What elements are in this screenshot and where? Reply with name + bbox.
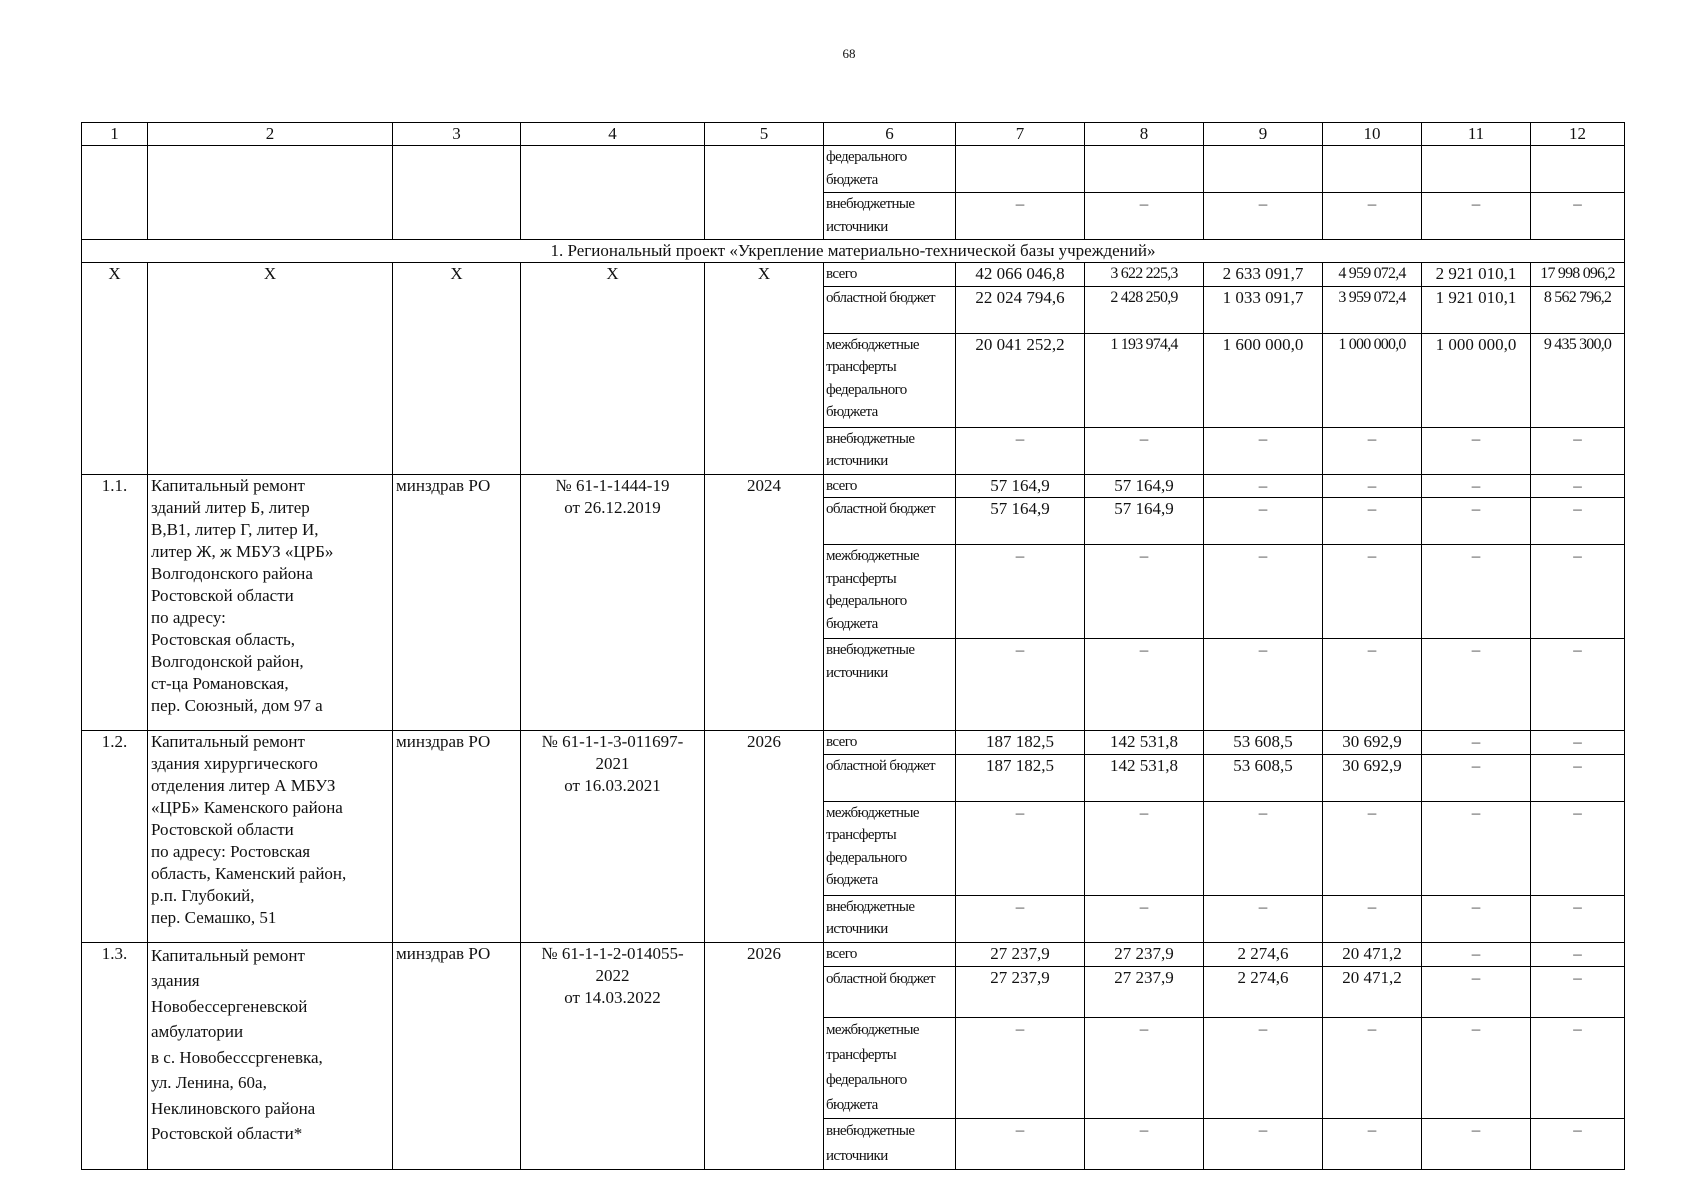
dash-cell: – bbox=[1531, 639, 1625, 731]
value-cell: 53 608,5 bbox=[1204, 731, 1323, 755]
dash-cell: – bbox=[1531, 1017, 1625, 1118]
column-number: 7 bbox=[956, 123, 1085, 146]
object-name-line: Новобессергеневской bbox=[151, 996, 308, 1016]
source-label: всего bbox=[824, 263, 956, 287]
table-cell bbox=[148, 146, 393, 240]
object-name-line: Ростовской области bbox=[151, 585, 294, 605]
object-name-line: р.п. Глубокий, bbox=[151, 886, 255, 905]
value-cell: 2 428 250,9 bbox=[1085, 286, 1204, 333]
dash-cell: – bbox=[1323, 427, 1422, 474]
dash-cell: – bbox=[1323, 498, 1422, 545]
dash-cell: – bbox=[956, 1017, 1085, 1118]
table-cell bbox=[521, 146, 705, 240]
value-cell: 9 435 300,0 bbox=[1531, 333, 1625, 427]
dash-cell: – bbox=[1323, 639, 1422, 731]
value-cell: 4 959 072,4 bbox=[1323, 263, 1422, 287]
table-cell bbox=[705, 146, 824, 240]
year: 2026 bbox=[705, 942, 824, 1169]
mark-cell: Х bbox=[393, 263, 521, 475]
dash-cell: – bbox=[1531, 731, 1625, 755]
value-cell: 2 274,6 bbox=[1204, 966, 1323, 1017]
source-label: внебюджетные источники bbox=[824, 193, 956, 240]
value-cell: 30 692,9 bbox=[1323, 731, 1422, 755]
object-name-line: Капитальный ремонт bbox=[151, 945, 305, 965]
document-line: 2022 bbox=[595, 965, 630, 985]
value-cell: 57 164,9 bbox=[1085, 474, 1204, 498]
source-label: всего bbox=[824, 942, 956, 966]
value-cell: 42 066 046,8 bbox=[956, 263, 1085, 287]
agency: минздрав РО bbox=[393, 942, 521, 1169]
source-label: внебюджетные источники bbox=[824, 895, 956, 942]
object-name-line: Ростовская область, bbox=[151, 629, 296, 649]
object-name-line: ст-ца Романовская, bbox=[151, 673, 289, 693]
table-cell bbox=[956, 146, 1085, 193]
dash-cell: – bbox=[1323, 1017, 1422, 1118]
dash-cell: – bbox=[1422, 942, 1531, 966]
agency: минздрав РО bbox=[393, 474, 521, 731]
document-line: № 61-1-1-2-014055- bbox=[541, 943, 684, 963]
source-label: внебюджетные источники bbox=[824, 1118, 956, 1169]
dash-cell: – bbox=[1531, 427, 1625, 474]
object-name-line: Волгодонской район, bbox=[151, 651, 304, 671]
dash-cell: – bbox=[1531, 895, 1625, 942]
table-cell bbox=[82, 146, 148, 240]
mark-cell: Х bbox=[705, 263, 824, 475]
value-cell: 142 531,8 bbox=[1085, 731, 1204, 755]
value-cell: 17 998 096,2 bbox=[1531, 263, 1625, 287]
dash-cell: – bbox=[1531, 498, 1625, 545]
object-name-line: зданий литер Б, литер bbox=[151, 497, 310, 517]
object-name-line: здания bbox=[151, 971, 200, 990]
year: 2026 bbox=[705, 731, 824, 943]
table-row bbox=[82, 263, 1625, 287]
dash-cell: – bbox=[1531, 801, 1625, 895]
table-cell bbox=[1204, 146, 1323, 193]
dash-cell: – bbox=[1085, 895, 1204, 942]
document-line: № 61-1-1-3-011697- bbox=[541, 732, 684, 751]
dash-cell: – bbox=[1204, 639, 1323, 731]
value-cell: 2 274,6 bbox=[1204, 942, 1323, 966]
document-line: от 14.03.2022 bbox=[564, 987, 661, 1007]
object-number: 1.3. bbox=[82, 942, 148, 1169]
object-name-line: В,В1, литер Г, литер И, bbox=[151, 519, 319, 539]
value-cell: 57 164,9 bbox=[956, 474, 1085, 498]
source-label: внебюджетные источники bbox=[824, 639, 956, 731]
column-number: 5 bbox=[705, 123, 824, 146]
value-cell: 8 562 796,2 bbox=[1531, 286, 1625, 333]
dash-cell: – bbox=[1204, 1118, 1323, 1169]
object-name-line: Капитальный ремонт bbox=[151, 475, 305, 495]
object-number: 1.1. bbox=[82, 474, 148, 731]
dash-cell: – bbox=[1204, 545, 1323, 639]
dash-cell: – bbox=[1085, 545, 1204, 639]
dash-cell: – bbox=[956, 545, 1085, 639]
table-cell bbox=[1422, 146, 1531, 193]
value-cell: 27 237,9 bbox=[1085, 942, 1204, 966]
section-row bbox=[82, 240, 1625, 263]
dash-cell: – bbox=[1531, 754, 1625, 801]
value-cell: 1 033 091,7 bbox=[1204, 286, 1323, 333]
year: 2024 bbox=[705, 474, 824, 731]
value-cell: 20 471,2 bbox=[1323, 966, 1422, 1017]
dash-cell: – bbox=[1422, 966, 1531, 1017]
object-name-line: здания хирургического bbox=[151, 754, 318, 773]
source-label: всего bbox=[824, 731, 956, 755]
dash-cell: – bbox=[1323, 1118, 1422, 1169]
object-name-line: литер Ж, ж МБУЗ «ЦРБ» bbox=[151, 541, 334, 561]
dash-cell: – bbox=[1531, 545, 1625, 639]
dash-cell: – bbox=[1204, 1017, 1323, 1118]
document-line: 2021 bbox=[595, 754, 630, 773]
source-label: межбюджетные трансферты федерального бюджета bbox=[824, 333, 956, 427]
dash-cell: – bbox=[1085, 193, 1204, 240]
document-line: № 61-1-1444-19 bbox=[555, 475, 670, 495]
dash-cell: – bbox=[1531, 193, 1625, 240]
dash-cell: – bbox=[956, 427, 1085, 474]
dash-cell: – bbox=[1085, 1118, 1204, 1169]
dash-cell: – bbox=[1204, 895, 1323, 942]
dash-cell: – bbox=[1422, 498, 1531, 545]
column-number: 1 bbox=[82, 123, 148, 146]
value-cell: 20 041 252,2 bbox=[956, 333, 1085, 427]
dash-cell: – bbox=[1531, 942, 1625, 966]
object-name-line: амбулатории bbox=[151, 1022, 244, 1041]
value-cell: 27 237,9 bbox=[956, 942, 1085, 966]
column-number-row bbox=[82, 123, 1625, 146]
dash-cell: – bbox=[1422, 193, 1531, 240]
source-label: областной бюджет bbox=[824, 286, 956, 333]
dash-cell: – bbox=[1085, 1017, 1204, 1118]
source-label: федерального бюджета bbox=[824, 146, 956, 193]
value-cell: 27 237,9 bbox=[956, 966, 1085, 1017]
document-number bbox=[521, 474, 705, 731]
column-number: 12 bbox=[1531, 123, 1625, 146]
table-row bbox=[82, 942, 1625, 966]
dash-cell: – bbox=[1422, 731, 1531, 755]
source-label: межбюджетные трансферты федерального бюджета bbox=[824, 1017, 956, 1118]
source-label: областной бюджет bbox=[824, 498, 956, 545]
document-number bbox=[521, 731, 705, 943]
value-cell: 1 000 000,0 bbox=[1422, 333, 1531, 427]
dash-cell: – bbox=[1422, 427, 1531, 474]
dash-cell: – bbox=[1085, 639, 1204, 731]
value-cell: 20 471,2 bbox=[1323, 942, 1422, 966]
value-cell: 187 182,5 bbox=[956, 754, 1085, 801]
value-cell: 1 921 010,1 bbox=[1422, 286, 1531, 333]
dash-cell: – bbox=[1422, 1017, 1531, 1118]
budget-table bbox=[81, 122, 1625, 1170]
column-number: 4 bbox=[521, 123, 705, 146]
value-cell: 2 633 091,7 bbox=[1204, 263, 1323, 287]
column-number: 8 bbox=[1085, 123, 1204, 146]
value-cell: 187 182,5 bbox=[956, 731, 1085, 755]
source-label: областной бюджет bbox=[824, 966, 956, 1017]
table-cell bbox=[1323, 146, 1422, 193]
dash-cell: – bbox=[956, 639, 1085, 731]
dash-cell: – bbox=[1422, 895, 1531, 942]
document-line: от 26.12.2019 bbox=[564, 497, 661, 517]
value-cell: 2 921 010,1 bbox=[1422, 263, 1531, 287]
column-number: 3 bbox=[393, 123, 521, 146]
source-label: областной бюджет bbox=[824, 754, 956, 801]
value-cell: 57 164,9 bbox=[1085, 498, 1204, 545]
dash-cell: – bbox=[1422, 474, 1531, 498]
dash-cell: – bbox=[1422, 801, 1531, 895]
dash-cell: – bbox=[1204, 498, 1323, 545]
dash-cell: – bbox=[1531, 966, 1625, 1017]
value-cell: 22 024 794,6 bbox=[956, 286, 1085, 333]
dash-cell: – bbox=[1323, 545, 1422, 639]
dash-cell: – bbox=[956, 801, 1085, 895]
dash-cell: – bbox=[1323, 801, 1422, 895]
value-cell: 57 164,9 bbox=[956, 498, 1085, 545]
mark-cell: Х bbox=[521, 263, 705, 475]
table-cell bbox=[393, 146, 521, 240]
document-line: от 16.03.2021 bbox=[564, 776, 661, 795]
value-cell: 3 622 225,3 bbox=[1085, 263, 1204, 287]
document-number bbox=[521, 942, 705, 1169]
dash-cell: – bbox=[1204, 193, 1323, 240]
value-cell: 53 608,5 bbox=[1204, 754, 1323, 801]
table-row bbox=[82, 146, 1625, 193]
table-cell bbox=[1085, 146, 1204, 193]
column-number: 6 bbox=[824, 123, 956, 146]
object-name-line: по адресу: Ростовская bbox=[151, 842, 311, 861]
dash-cell: – bbox=[1422, 545, 1531, 639]
value-cell: 30 692,9 bbox=[1323, 754, 1422, 801]
dash-cell: – bbox=[1422, 1118, 1531, 1169]
mark-cell: Х bbox=[82, 263, 148, 475]
page-number: 68 bbox=[842, 46, 856, 61]
table-cell bbox=[1531, 146, 1625, 193]
column-number: 9 bbox=[1204, 123, 1323, 146]
object-name bbox=[148, 474, 393, 731]
object-name-line: отделения литер А МБУЗ bbox=[151, 776, 336, 795]
dash-cell: – bbox=[1085, 801, 1204, 895]
source-label: всего bbox=[824, 474, 956, 498]
dash-cell: – bbox=[1531, 474, 1625, 498]
object-name-line: «ЦРБ» Каменского района bbox=[151, 798, 343, 817]
mark-cell: Х bbox=[148, 263, 393, 475]
object-name-line: Ростовской области* bbox=[151, 1124, 303, 1143]
object-name bbox=[148, 942, 393, 1169]
column-number: 10 bbox=[1323, 123, 1422, 146]
section-title: 1. Региональный проект «Укрепление материально-технической базы учреждений» bbox=[82, 240, 1625, 263]
dash-cell: – bbox=[1204, 427, 1323, 474]
value-cell: 1 600 000,0 bbox=[1204, 333, 1323, 427]
object-name-line: Волгодонского района bbox=[151, 563, 313, 583]
value-cell: 1 000 000,0 bbox=[1323, 333, 1422, 427]
dash-cell: – bbox=[1323, 193, 1422, 240]
agency: минздрав РО bbox=[393, 731, 521, 943]
value-cell: 1 193 974,4 bbox=[1085, 333, 1204, 427]
object-name bbox=[148, 731, 393, 943]
source-label: межбюджетные трансферты федерального бюджета bbox=[824, 801, 956, 895]
source-label: внебюджетные источники bbox=[824, 427, 956, 474]
value-cell: 3 959 072,4 bbox=[1323, 286, 1422, 333]
dash-cell: – bbox=[1085, 427, 1204, 474]
object-name-line: Неклиновского района bbox=[151, 1098, 316, 1118]
dash-cell: – bbox=[1323, 895, 1422, 942]
object-name-line: Ростовской области bbox=[151, 820, 294, 839]
dash-cell: – bbox=[956, 193, 1085, 240]
dash-cell: – bbox=[956, 1118, 1085, 1169]
value-cell: 27 237,9 bbox=[1085, 966, 1204, 1017]
object-name-line: пер. Союзный, дом 97 а bbox=[151, 695, 323, 715]
column-number: 11 bbox=[1422, 123, 1531, 146]
dash-cell: – bbox=[1422, 639, 1531, 731]
object-name-line: пер. Семашко, 51 bbox=[151, 908, 277, 927]
object-name-line: Капитальный ремонт bbox=[151, 732, 305, 751]
object-name-line: по адресу: bbox=[151, 607, 226, 627]
object-name-line: в с. Новобесссргеневка, bbox=[151, 1047, 323, 1067]
source-label: межбюджетные трансферты федерального бюджета bbox=[824, 545, 956, 639]
object-number: 1.2. bbox=[82, 731, 148, 943]
table-row bbox=[82, 474, 1625, 498]
value-cell: 142 531,8 bbox=[1085, 754, 1204, 801]
dash-cell: – bbox=[1422, 754, 1531, 801]
dash-cell: – bbox=[1531, 1118, 1625, 1169]
dash-cell: – bbox=[1204, 801, 1323, 895]
table-row bbox=[82, 731, 1625, 755]
dash-cell: – bbox=[1204, 474, 1323, 498]
object-name-line: ул. Ленина, 60а, bbox=[151, 1073, 267, 1092]
dash-cell: – bbox=[1323, 474, 1422, 498]
object-name-line: область, Каменский район, bbox=[151, 864, 347, 883]
dash-cell: – bbox=[956, 895, 1085, 942]
column-number: 2 bbox=[148, 123, 393, 146]
